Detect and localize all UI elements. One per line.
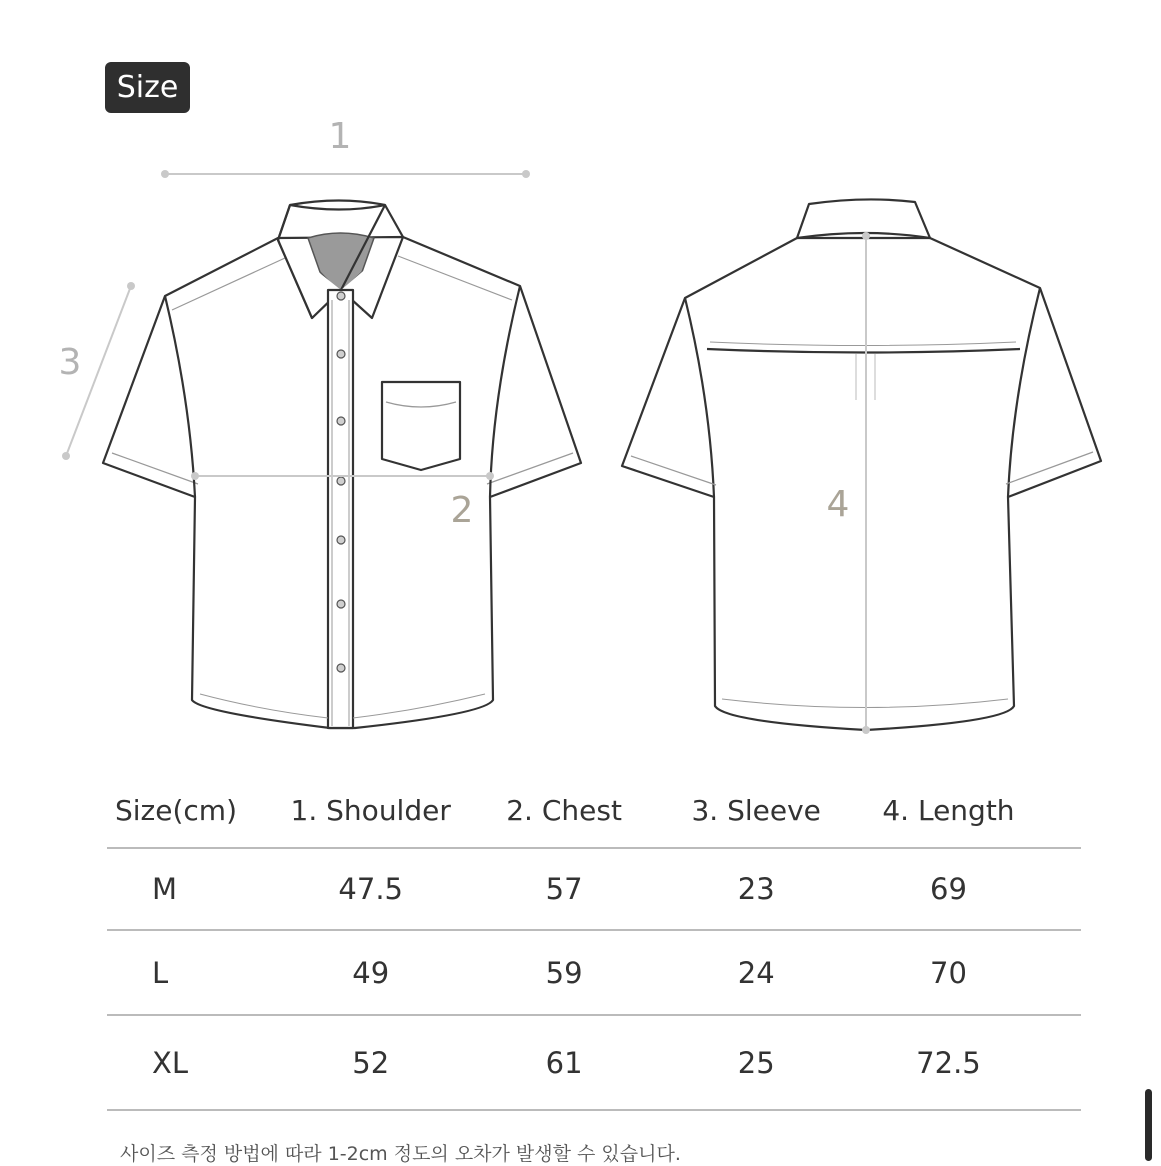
cell-sleeve: 23 <box>673 848 840 930</box>
cell-length: 69 <box>840 848 1058 930</box>
header-spacer <box>1057 773 1081 848</box>
cell-length: 72.5 <box>840 1015 1058 1110</box>
scrollbar-thumb[interactable] <box>1145 1089 1152 1161</box>
cell-size: M <box>107 848 286 930</box>
header-size: Size(cm) <box>107 773 286 848</box>
cell-sleeve: 25 <box>673 1015 840 1110</box>
cell-shoulder: 47.5 <box>286 848 455 930</box>
marker-1: 1 <box>328 116 352 157</box>
table-row <box>107 848 1081 930</box>
cell-shoulder: 52 <box>286 1015 455 1110</box>
cell-chest: 59 <box>455 930 673 1015</box>
cell-spacer <box>1057 930 1081 1015</box>
cell-sleeve: 24 <box>673 930 840 1015</box>
size-table <box>107 773 1081 1111</box>
size-badge: Size <box>105 62 190 113</box>
header-shoulder: 1. Shoulder <box>286 773 455 848</box>
cell-spacer <box>1057 848 1081 930</box>
cell-shoulder: 49 <box>286 930 455 1015</box>
cell-size: XL <box>107 1015 286 1110</box>
shoulder-measure-line <box>161 170 530 178</box>
header-sleeve: 3. Sleeve <box>673 773 840 848</box>
marker-3: 3 <box>58 342 82 383</box>
back-shirt <box>622 199 1101 730</box>
cell-size: L <box>107 930 286 1015</box>
marker-4: 4 <box>826 484 850 525</box>
cell-chest: 61 <box>455 1015 673 1110</box>
header-length: 4. Length <box>840 773 1058 848</box>
front-shirt <box>103 201 581 729</box>
table-header-row <box>107 773 1081 848</box>
cell-spacer <box>1057 1015 1081 1110</box>
marker-2: 2 <box>450 490 474 531</box>
measurement-note: 사이즈 측정 방법에 따라 1-2cm 정도의 오차가 발생할 수 있습니다. <box>120 1143 681 1165</box>
cell-length: 70 <box>840 930 1058 1015</box>
cell-chest: 57 <box>455 848 673 930</box>
table-row <box>107 1015 1081 1110</box>
header-chest: 2. Chest <box>455 773 673 848</box>
table-row <box>107 930 1081 1015</box>
